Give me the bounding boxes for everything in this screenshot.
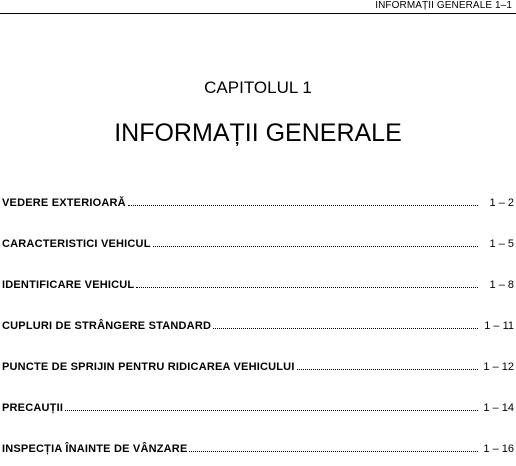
- toc-page-number: 1 – 12: [483, 361, 514, 373]
- toc-page-number: 1 – 11: [484, 320, 514, 332]
- toc-page-number: 1 – 16: [483, 443, 514, 455]
- toc-leader-dots: [297, 368, 478, 370]
- toc-entry-label: PRECAUȚII: [2, 402, 64, 414]
- toc-leader-dots: [213, 327, 478, 329]
- running-header: INFORMAȚII GENERALE 1–1: [375, 0, 512, 11]
- toc-entry-exterior-view[interactable]: [2, 196, 514, 210]
- toc-page-number: 1 – 14: [483, 402, 514, 414]
- toc-leader-dots: [153, 245, 478, 247]
- toc-entry-vehicle-identification[interactable]: [2, 278, 514, 292]
- toc-entry-label: VEDERE EXTERIOARĂ: [2, 197, 126, 209]
- chapter-title: INFORMAȚII GENERALE: [114, 119, 402, 147]
- header-divider: [0, 13, 516, 14]
- toc-entry-label: IDENTIFICARE VEHICUL: [2, 279, 135, 291]
- toc-leader-dots: [65, 409, 478, 411]
- toc-entry-label: PUNCTE DE SPRIJIN PENTRU RIDICAREA VEHICULUI: [2, 361, 295, 373]
- toc-page-number: 1 – 2: [489, 197, 514, 209]
- toc-entry-label: CUPLURI DE STRÂNGERE STANDARD: [2, 320, 212, 332]
- toc-entry-pre-sale-inspection[interactable]: [2, 442, 514, 456]
- chapter-label: CAPITOLUL 1: [204, 78, 312, 97]
- toc-entry-precautions[interactable]: [2, 401, 514, 415]
- table-of-contents: [2, 196, 514, 456]
- toc-page-number: 1 – 8: [489, 279, 514, 291]
- toc-page-number: 1 – 5: [489, 238, 514, 250]
- toc-entry-torque-specs[interactable]: [2, 319, 514, 333]
- toc-leader-dots: [128, 204, 478, 206]
- toc-entry-lifting-points[interactable]: [2, 360, 514, 374]
- toc-entry-vehicle-specs[interactable]: [2, 237, 514, 251]
- toc-entry-label: CARACTERISTICI VEHICUL: [2, 238, 151, 250]
- toc-entry-label: INSPECȚIA ÎNAINTE DE VÂNZARE: [2, 443, 188, 455]
- toc-leader-dots: [189, 450, 478, 452]
- toc-leader-dots: [136, 286, 478, 288]
